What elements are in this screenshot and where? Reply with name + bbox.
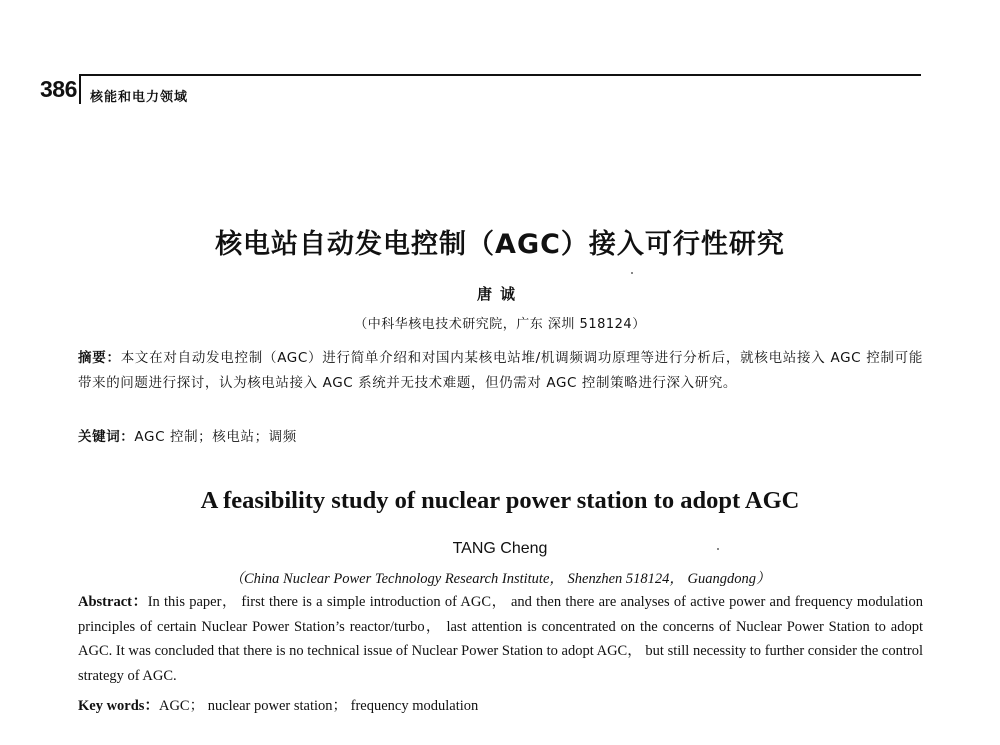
chinese-keywords-text: AGC 控制；核电站；调频 (134, 429, 297, 445)
chinese-keywords (78, 425, 923, 450)
chinese-author: 唐诚 (476, 285, 523, 303)
english-abstract-label: Abstract： (78, 594, 148, 610)
english-keywords-label: Key words： (78, 698, 159, 714)
page-number: 386 (40, 76, 77, 102)
english-affiliation: （China Nuclear Power Technology Research Institute， Shenzhen 518124， Guangdong） (229, 571, 771, 587)
chinese-abstract (78, 346, 923, 396)
scan-speck (631, 272, 633, 274)
english-author: TANG Cheng (452, 540, 548, 557)
chinese-abstract-label: 摘要： (78, 350, 121, 366)
english-title: A feasibility study of nuclear power station to adopt AGC (200, 487, 800, 514)
english-abstract (78, 590, 923, 688)
header-divider (79, 74, 81, 104)
chinese-keywords-label: 关键词： (78, 429, 135, 445)
header-rule (79, 74, 921, 76)
english-abstract-text: In this paper， first there is a simple introduction of AGC， and then there are analyses of active power and frequency modulation principles of certain Nuclear Power Station’s reactor/turbo， last attention is concentrated on the concerns of Nuclear Power Station to adopt AGC. It was concluded that there is no technical issue of Nuclear Power Station to adopt AGC， but still necessity to further consider the control strategy of AGC. (78, 594, 923, 684)
scan-speck (717, 548, 719, 550)
chinese-title: 核电站自动发电控制（AGC）接入可行性研究 (215, 229, 785, 260)
journal-section-title: 核能和电力领域 (90, 90, 189, 105)
english-keywords (78, 694, 923, 718)
chinese-abstract-text: 本文在对自动发电控制（AGC）进行简单介绍和对国内某核电站堆/机调频调功原理等进行分析后，就核电站接入 AGC 控制可能带来的问题进行探讨，认为核电站接入 AGC 系统并无技术难题，但仍需对 AGC 控制策略进行深入研究。 (78, 350, 923, 391)
english-keywords-text: AGC； nuclear power station； frequency modulation (158, 698, 479, 714)
chinese-affiliation: （中科华核电技术研究院，广东 深圳 518124） (354, 317, 646, 332)
